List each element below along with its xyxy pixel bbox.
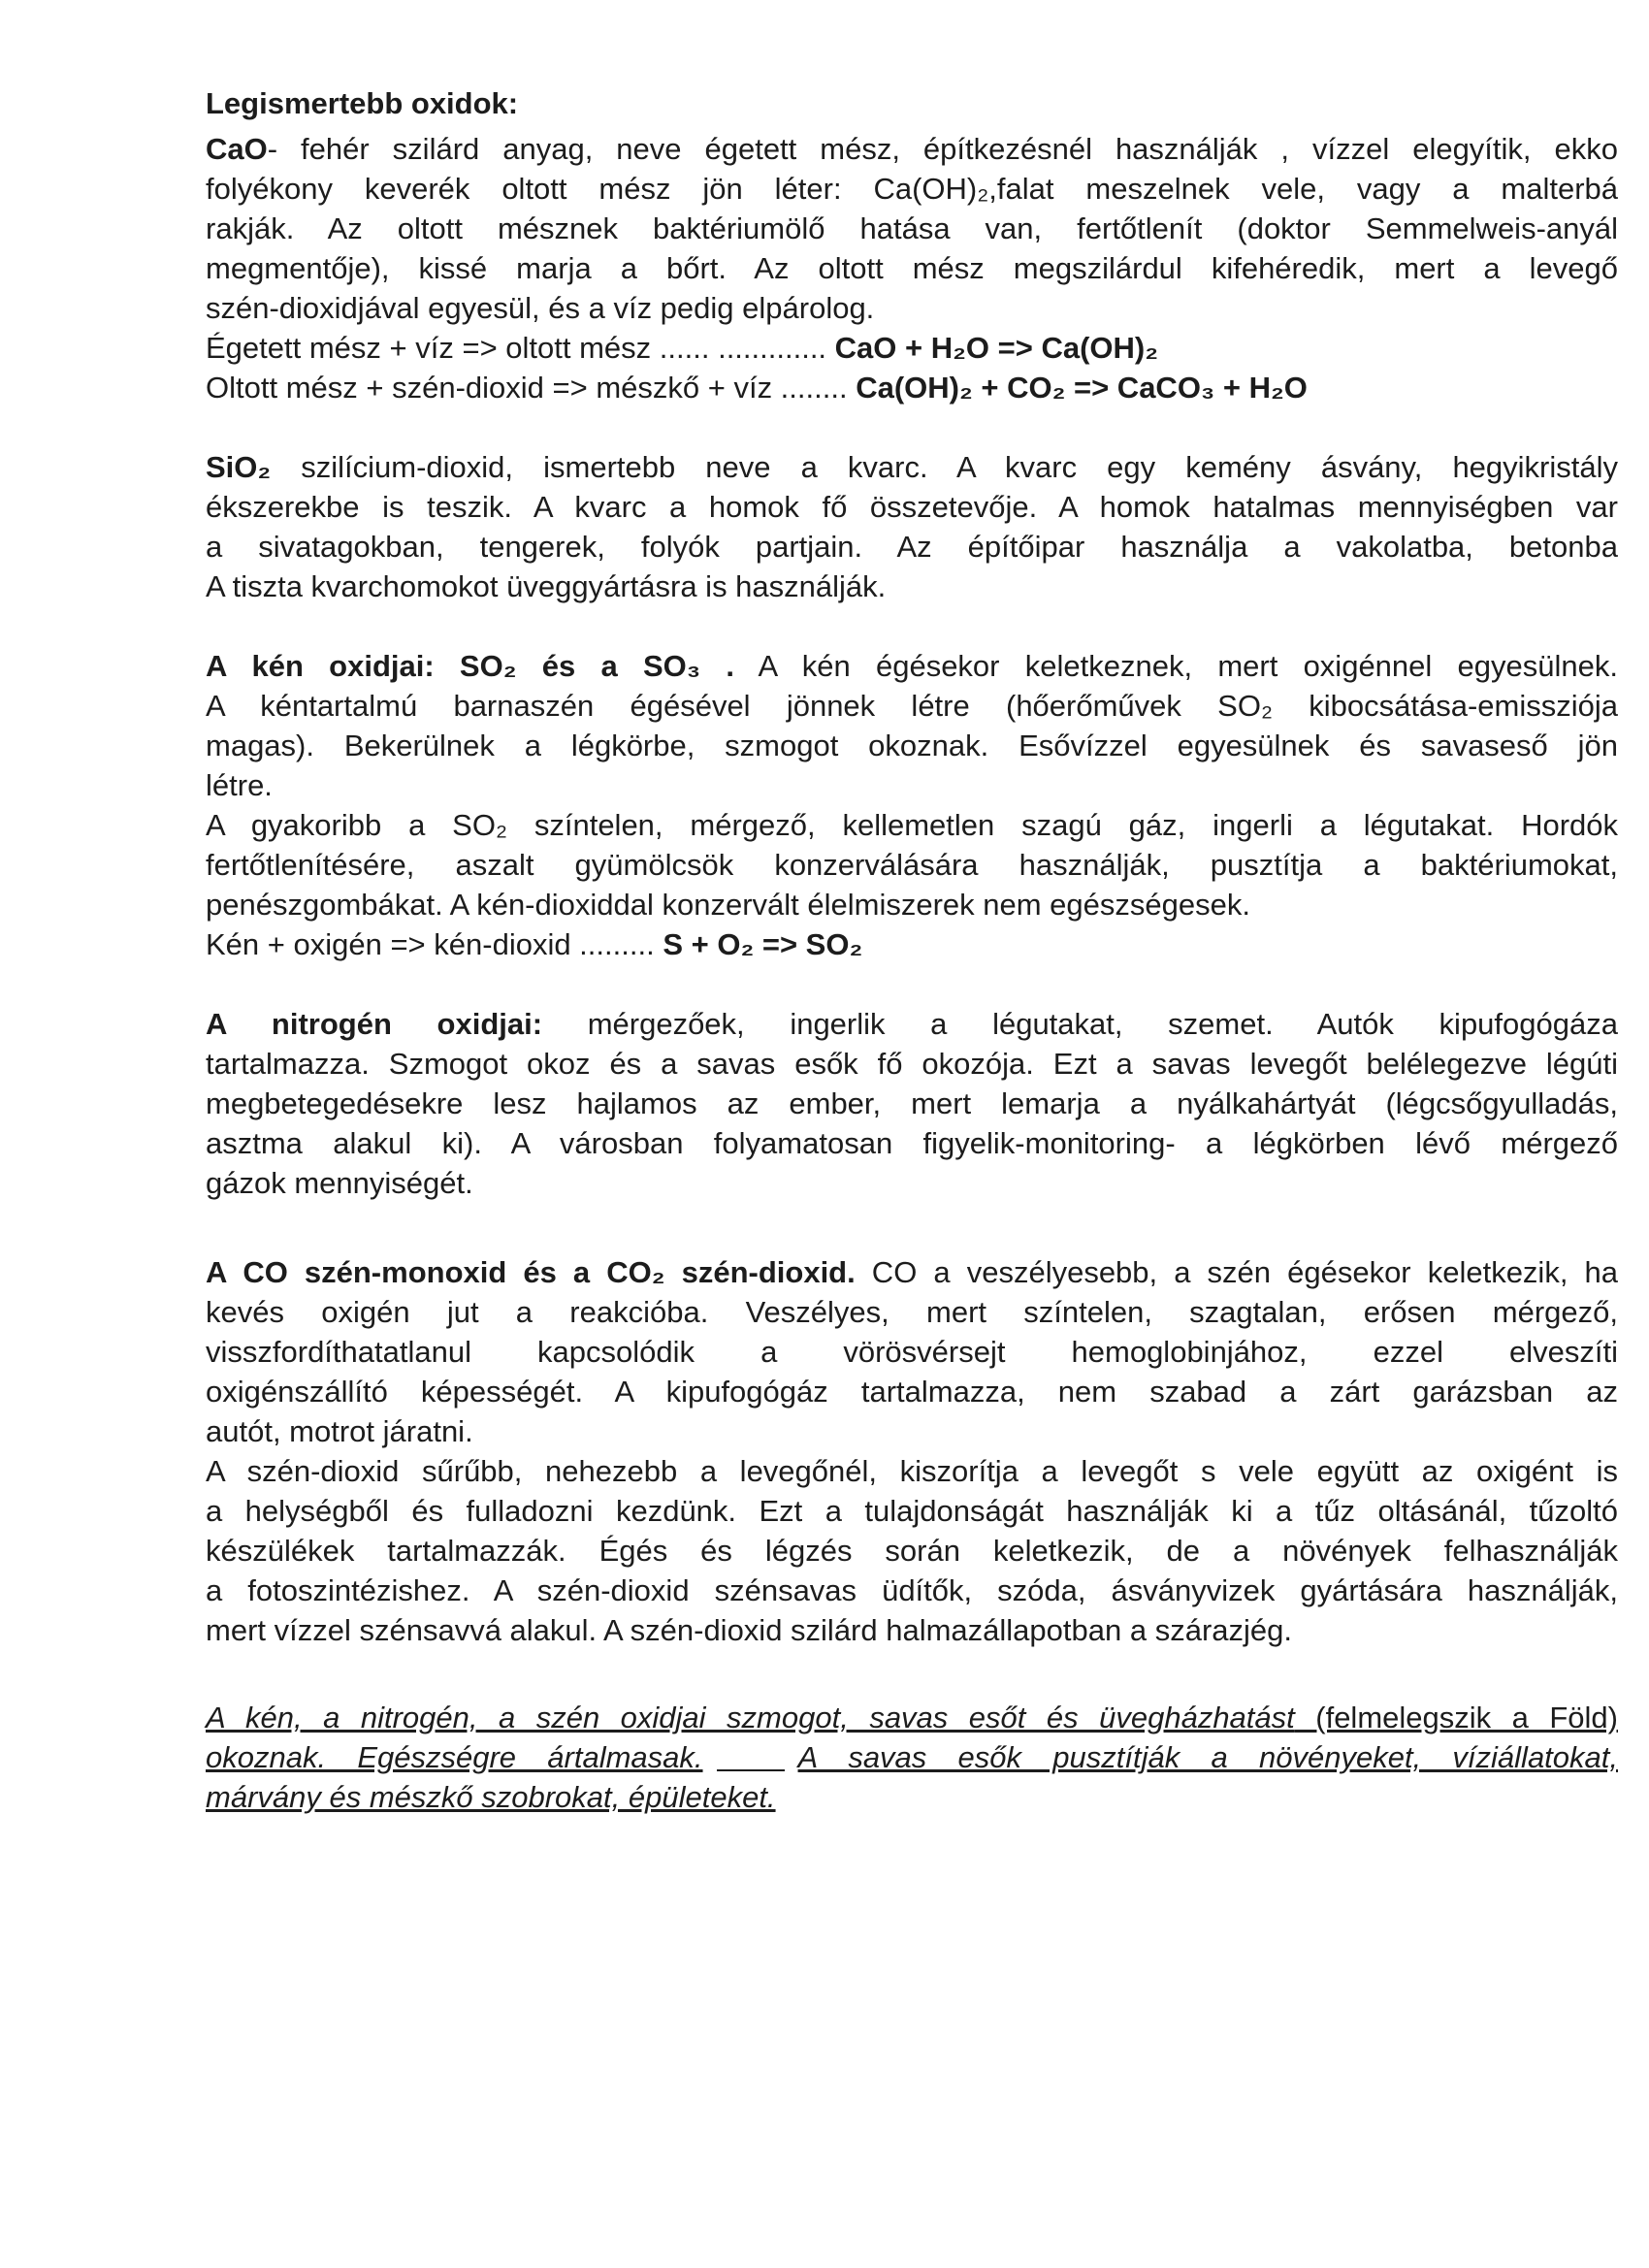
carbon-line-10: mert vízzel szénsavvá alakul. A szén-dioxid szilárd halmazállapotban a szárazjég.: [206, 1613, 1292, 1647]
nitrogen-line-5: gázok mennyiségét.: [206, 1166, 473, 1200]
spacer: [206, 1203, 1622, 1243]
nitrogen-line-4: asztma alakul ki). A városban folyamatosan figyelik-monitoring- a légkörben lévő mérgező: [206, 1126, 1618, 1160]
sio2-line-3: a sivatagokban, tengerek, folyók partjain. Az építőipar használja a vakolatba, betonba: [206, 530, 1618, 564]
sulfur-line-6: fertőtlenítésére, aszalt gyümölcsök konzerválására használják, pusztítja a baktériumokat,: [206, 848, 1618, 882]
page-title: Legismertebb oxidok:: [206, 86, 519, 120]
sulfur-line-7: penészgombákat. A kén-dioxiddal konzervált élelmiszerek nem egészségesek.: [206, 888, 1250, 922]
carbon-line-1: A CO szén-monoxid és a CO₂ szén-dioxid. CO a veszélyesebb, a szén égésekor keletkezik, ha: [206, 1255, 1618, 1289]
sio2-section: [206, 447, 1622, 606]
sulfur-equation: Kén + oxigén => kén-dioxid ......... S + O₂ => SO₂: [206, 927, 863, 961]
sulfur-line-1: A kén oxidjai: SO₂ és a SO₃ . A kén égésekor keletkeznek, mert oxigénnel egyesülnek.: [206, 649, 1618, 683]
summary-line-1: A kén, a nitrogén, a szén oxidjai szmogot, savas esőt és üvegházhatást (felmelegszik a Föld): [206, 1701, 1618, 1734]
sio2-label: SiO₂: [206, 450, 272, 484]
sulfur-formula: S + O₂ => SO₂: [663, 927, 863, 961]
spacer: [206, 1650, 1622, 1690]
sulfur-label: A kén oxidjai: SO₂ és a SO₃ .: [206, 649, 734, 683]
carbon-line-9: a fotoszintézishez. A szén-dioxid szénsavas üdítők, szóda, ásványvizek gyártására használják,: [206, 1573, 1618, 1607]
nitrogen-line-2: tartalmazza. Szmogot okoz és a savas esők fő okozója. Ezt a savas levegőt belélegezve légúti: [206, 1047, 1618, 1081]
nitrogen-line-3: megbetegedésekre lesz hajlamos az ember, mert lemarja a nyálkahártyát (légcsőgyulladás,: [206, 1086, 1618, 1120]
cao-line-3: rakják. Az oltott mésznek baktériumölő hatása van, fertőtlenít (doktor Semmelweis-anyál: [206, 211, 1618, 245]
cao-line-2: folyékony keverék oltott mész jön léter: Ca(OH)₂,falat meszelnek vele, vagy a malterbá: [206, 172, 1618, 206]
cao-line-5: szén-dioxidjával egyesül, és a víz pedig elpárolog.: [206, 291, 875, 325]
sulfur-line-4: létre.: [206, 768, 273, 802]
carbon-line-8: készülékek tartalmazzák. Égés és légzés során keletkezik, de a növények felhasználják: [206, 1534, 1618, 1568]
spacer: [206, 1690, 1622, 1698]
spacer: [206, 1243, 1622, 1252]
summary-section: [206, 1698, 1622, 1817]
sio2-line-2: ékszerekbe is teszik. A kvarc a homok fő összetevője. A homok hatalmas mennyiségben var: [206, 490, 1618, 524]
cao-label: CaO: [206, 132, 268, 166]
carbon-line-7: a helységből és fulladozni kezdünk. Ezt a tulajdonságát használják ki a tűz oltásánál, tűzoltó: [206, 1494, 1618, 1528]
sulfur-line-3: magas). Bekerülnek a légkörbe, szmogot okoznak. Esővízzel egyesülnek és savaseső jön: [206, 729, 1618, 762]
cao-line-1: CaO- fehér szilárd anyag, neve égetett mész, építkezésnél használják , vízzel elegyítik, ekko: [206, 132, 1618, 166]
spacer: [206, 964, 1622, 1004]
cao-equation-2: Oltott mész + szén-dioxid => mészkő + víz ........ Ca(OH)₂ + CO₂ => CaCO₃ + H₂O: [206, 371, 1308, 405]
cao-equation-1: Égetett mész + víz => oltott mész ...... ............. CaO + H₂O => Ca(OH)₂: [206, 331, 1158, 365]
carbon-line-3: visszfordíthatatlanul kapcsolódik a vörösvérsejt hemoglobinjához, ezzel elveszíti: [206, 1335, 1618, 1369]
nitrogen-label: A nitrogén oxidjai:: [206, 1007, 543, 1041]
spacer: [206, 606, 1622, 646]
document-page: [206, 83, 1622, 1817]
cao-line-4: megmentője), kissé marja a bőrt. Az oltott mész megszilárdul kifehéredik, mert a levegő: [206, 251, 1618, 285]
underline-gap: [717, 1769, 785, 1771]
carbon-line-5: autót, motrot járatni.: [206, 1414, 473, 1448]
sio2-line-4: A tiszta kvarchomokot üveggyártásra is használják.: [206, 569, 887, 603]
cao-formula-2: Ca(OH)₂ + CO₂ => CaCO₃ + H₂O: [856, 371, 1308, 405]
sulfur-section: [206, 646, 1622, 964]
nitrogen-section: [206, 1004, 1622, 1203]
carbon-section: [206, 1252, 1622, 1650]
sio2-line-1: SiO₂ szilícium-dioxid, ismertebb neve a kvarc. A kvarc egy kemény ásvány, hegyikristály: [206, 450, 1618, 484]
carbon-line-4: oxigénszállító képességét. A kipufogógáz tartalmazza, nem szabad a zárt garázsban az: [206, 1375, 1618, 1409]
sulfur-line-2: A kéntartalmú barnaszén égésével jönnek létre (hőerőművek SO₂ kibocsátása-emissziója: [206, 689, 1618, 723]
carbon-label: A CO szén-monoxid és a CO₂ szén-dioxid.: [206, 1255, 856, 1289]
cao-section: [206, 129, 1622, 407]
cao-formula-1: CaO + H₂O => Ca(OH)₂: [834, 331, 1158, 365]
nitrogen-line-1: A nitrogén oxidjai: mérgezőek, ingerlik a légutakat, szemet. Autók kipufogógáza: [206, 1007, 1618, 1041]
spacer: [206, 407, 1622, 447]
summary-line-2: okoznak. Egészségre ártalmasak. A savas esők pusztítják a növényeket, víziállatokat,: [206, 1740, 1618, 1774]
sulfur-line-5: A gyakoribb a SO₂ színtelen, mérgező, kellemetlen szagú gáz, ingerli a légutakat. Hordók: [206, 808, 1618, 842]
summary-line-3: márvány és mészkő szobrokat, épületeket.: [206, 1780, 776, 1814]
carbon-line-2: kevés oxigén jut a reakcióba. Veszélyes, mert színtelen, szagtalan, erősen mérgező,: [206, 1295, 1618, 1329]
carbon-line-6: A szén-dioxid sűrűbb, nehezebb a levegőnél, kiszorítja a levegőt s vele együtt az oxigént is: [206, 1454, 1618, 1488]
